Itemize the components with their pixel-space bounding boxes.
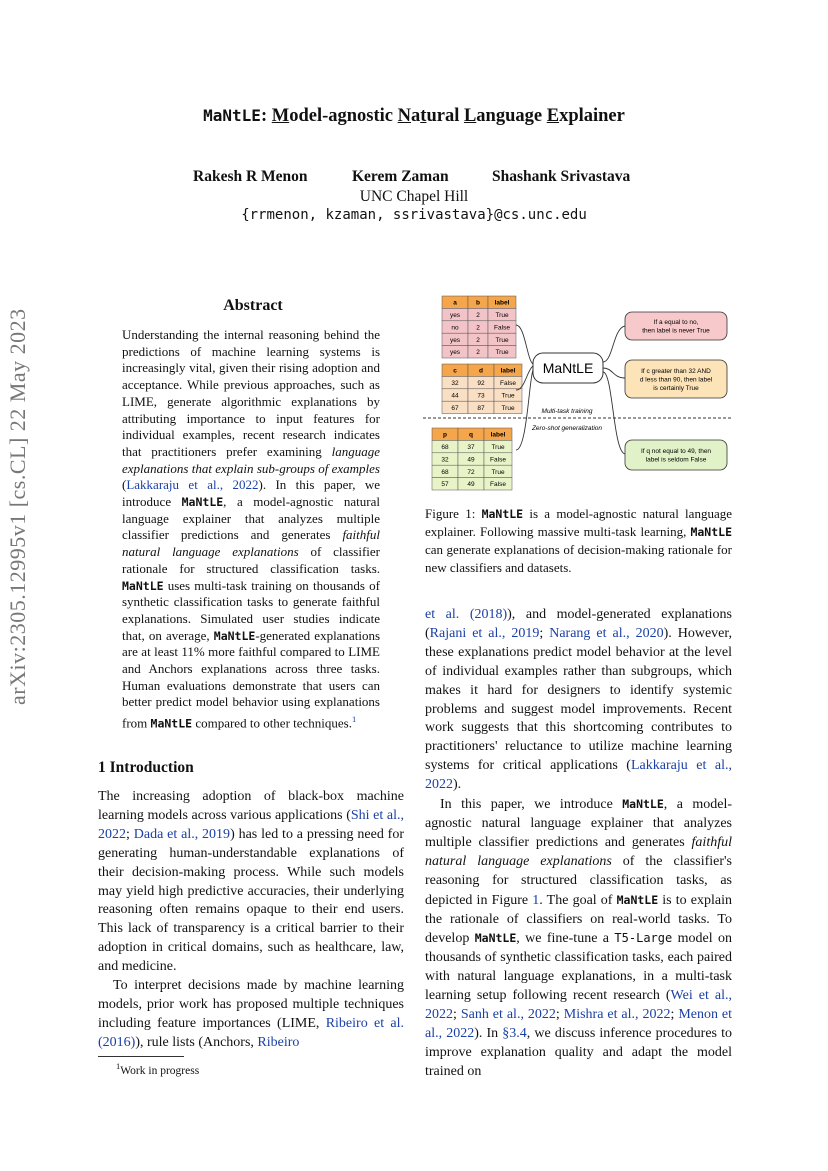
explanation-text: then label is never True [642,327,710,335]
abstract-heading: Abstract [223,297,283,314]
table-cell-text: 87 [477,404,485,412]
table-header-text: p [443,431,447,439]
citation-link[interactable]: Shi et al., 2022 [98,807,404,842]
table-cell-text: yes [449,336,461,344]
table-cell-text: True [501,404,515,412]
table-cell-text: 92 [477,380,485,387]
section-ref-link[interactable]: §3.4 [502,1025,527,1041]
figure-caption: Figure 1: MaNtLE is a model-agnostic natural language explainer. Following massive multi-task learning, MaNtLE can generate explanations of decision-making rationale for new classifiers and datasets. [425,506,732,575]
table-cell-text: True [495,336,509,344]
table-header-text: d [479,367,483,375]
abstract-body: Understanding the internal reasoning behind the predictions of machine learning systems is increasingly vital, given their rising adoption and acceptance. While previous approaches, such as LIME, generate algorithmic explanations by attributing importance to input features for individual examples, recent research indicates that practitioners prefer examining language explanations that explain sub-groups of examples (Lakkaraju et al., 2022). In this paper, we introduce MaNtLE, a model-agnostic natural language explainer that analyzes multiple classifier predictions and generates faithful natural language explanations of classifier rationale for structured classification tasks. MaNtLE uses multi-task training on thousands of synthetic classification tasks to generate faithful explanations. Simulated user studies indicate that, on average, MaNtLE-generated explanations are at least 11% more faithful compared to LIME and Anchors explanations across three tasks. Human evaluations demonstrate that users can better predict model behavior using explanations from MaNtLE compared to other techniques.$^1$ [122,327,381,731]
table-cell-text: 57 [441,481,449,489]
table-header-text: label [494,299,510,307]
author-name: Kerem Zaman [352,168,449,185]
table-cell-text: True [495,312,509,319]
connector-line [603,326,625,362]
table-cell-text: 2 [476,349,480,357]
citation-link[interactable]: Rajani et al., 2019 [429,625,540,641]
section-heading-introduction: 1 Introduction [98,759,194,776]
footnote-divider [98,1056,184,1057]
multi-task-label: Multi-task training [541,408,593,415]
table-header-text: b [476,299,480,307]
intro-column: The increasing adoption of black-box machine learning models across various applications (Shi et al., 2022; Dada et al., 2019) has led to a pressing need for generating human-understandable explanations of their decision-making process. While such models may yield high predictive accuracies, their underlying reasoning often remains opaque to their end users. This lack of transparency is a critical barrier to their adoption in critical domains, such as healthcare, law, and medicine. To interpret decisions made by machine learning models, prior work has proposed multiple techniques including feature importances (LIME, Ribeiro et al. (2016)), rule lists (Anchors, Ribeiro [98,789,404,1050]
citation-link[interactable]: Ribeiro [257,1034,300,1050]
citation-link[interactable]: Dada et al., 2019 [133,826,231,842]
citation-link[interactable]: Ribeiro et al. (2016) [98,1015,404,1050]
explanation-text: is certainly True [653,384,699,392]
author-emails: {rrmenon, kzaman, ssrivastava}@cs.unc.edu [241,207,587,223]
table-header-text: a [453,299,457,307]
table-cell-text: True [491,444,505,451]
table-header-text: label [490,431,506,439]
table-header-text: q [469,431,473,439]
figure-ref-link[interactable]: 1 [532,892,540,908]
figure-mantle-diagram [417,290,737,500]
table-cell-text: 44 [451,392,459,400]
explanation-box-2 [625,360,727,398]
connector-line [603,372,625,454]
footnote-marker[interactable]: 1 [352,714,357,725]
citation-link[interactable]: Lakkaraju et al., 2022 [126,477,259,493]
table-cell-text: no [451,324,459,332]
table-header-text: label [500,367,516,375]
title-system-name: MaNtLE [203,106,261,125]
table-cell-text: yes [449,349,461,357]
table-cell-text: 2 [476,336,480,344]
paper-title: MaNtLE: Model-agnostic Natural Language Explainer [203,106,625,126]
explanation-box-1 [625,312,727,340]
table-cell-text: 72 [467,468,475,476]
example-table-3 [432,428,512,490]
arxiv-identifier: arXiv:2305.12995v1 [cs.CL] 22 May 2023 [5,308,30,705]
footnote: $^1$Work in progress [116,1061,200,1077]
table-cell-text: 32 [441,456,449,464]
table-cell-text: 67 [451,404,459,412]
author-name: Shashank Srivastava [492,168,631,185]
table-cell-text: False [494,324,510,332]
table-cell-text: True [501,392,515,400]
explanation-box-3 [625,440,727,470]
table-cell-text: 68 [441,444,449,451]
author-name: Rakesh R Menon [193,168,308,185]
connector-line [516,325,533,364]
citation-link[interactable]: Narang et al., 2020 [549,625,664,641]
table-cell-text: False [490,456,506,464]
explanation-text: d less than 90, then label [639,376,713,384]
table-cell-text: True [491,468,505,476]
table-cell-text: False [490,481,506,489]
citation-link[interactable]: Mishra et al., 2022 [563,1007,671,1023]
affiliation: UNC Chapel Hill [359,188,469,205]
citation-link[interactable]: Sanh et al., 2022 [460,1007,556,1023]
citation-link[interactable]: Lakkaraju et al., 2022 [425,758,733,793]
table-cell-text: 49 [467,481,475,489]
citation-link[interactable]: Wei et al., 2022 [425,988,732,1023]
example-table-1 [442,296,516,358]
zero-shot-label: Zero-shot generalization [531,425,603,432]
explanation-text: If q not equal to 49, then [640,448,712,456]
citation-link[interactable]: et al. (2018) [425,607,508,622]
right-column-body: et al. (2018)), and model-generated explanations (Rajani et al., 2019; Narang et al., 2020). However, these explanations predict model behavior at the level of individual examples rather than subgroups, which makes it hard for designers to identify systemic problems and suggest model improvements. Recent work suggests that this shortcoming contributes to practitioners' reluctance to utilize machine learning systems for critical applications (Lakkaraju et al., 2022). In this paper, we introduce MaNtLE, a model-agnostic natural language explainer that analyzes multiple classifier predictions and generates faithful natural language explanations of the classifier's reasoning for structured classification tasks, as depicted in Figure 1. The goal of MaNtLE is to explain the rationale of classifiers on real-world tasks. To develop MaNtLE, we fine-tune a T5-Large model on thousands of synthetic classification tasks, each paired with natural language explanations, in a multi-task learning setup following recent research (Wei et al., 2022; Sanh et al., 2022; Mishra et al., 2022; Menon et al., 2022). In §3.4, we discuss inference procedures to improve explanation quality and adapt the model trained on [425,607,733,1079]
explanation-text: If a equal to no, [653,319,699,327]
table-cell-text: 2 [476,312,480,319]
citation-link[interactable]: Menon et al., 2022 [425,1007,733,1041]
table-cell-text: yes [449,312,461,319]
explanation-text: If c greater than 32 AND [641,367,711,375]
table-cell-text: 49 [467,456,475,464]
table-cell-text: False [500,380,516,387]
table-cell-text: 68 [441,468,449,476]
mantle-box-label: MaNtLE [542,360,594,376]
example-table-2 [442,364,522,414]
explanation-text: label is seldom False [645,456,707,464]
table-header-text: c [453,367,457,375]
table-cell-text: 2 [476,324,480,332]
table-cell-text: 73 [477,392,485,400]
table-cell-text: True [495,349,509,357]
table-cell-text: 32 [451,380,459,387]
table-cell-text: 37 [467,444,475,451]
